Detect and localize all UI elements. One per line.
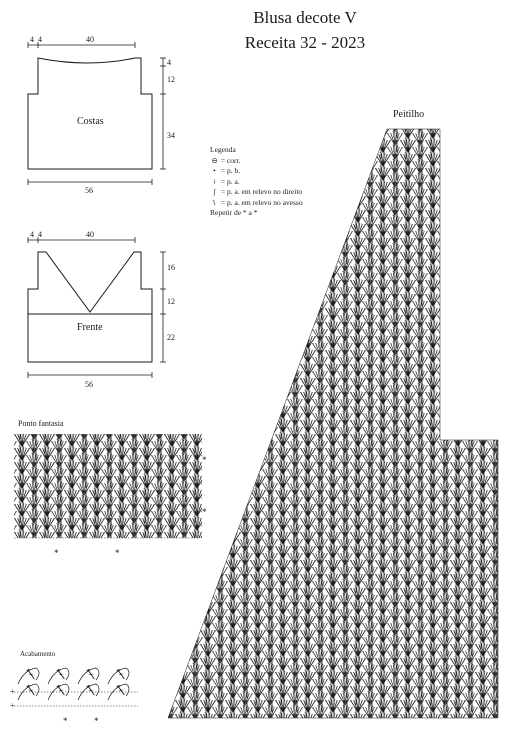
- legend-item-pa: [210, 177, 303, 188]
- legend: [210, 145, 303, 219]
- pattern-title: Blusa decote V: [253, 8, 357, 27]
- peitilho-label: Peitilho: [393, 109, 425, 120]
- svg-text:+: +: [10, 687, 15, 696]
- legend-item-text: = corr.: [220, 155, 241, 165]
- double-crochet-icon: ǂ: [213, 176, 216, 186]
- legend-item-text: = p. a. em relevo no direito: [220, 187, 303, 196]
- frente-label: Frente: [77, 322, 103, 333]
- frente-schematic: [28, 237, 166, 378]
- frente-bottom-dim: 56: [85, 380, 93, 389]
- legend-item-text: = p. a.: [220, 176, 240, 186]
- costas-side-dim-2: 12: [167, 75, 175, 84]
- chain-icon: ⊖: [211, 155, 218, 165]
- back-post-dc-icon: ʅ: [212, 197, 217, 207]
- costas-side-dim-1: 4: [167, 58, 171, 67]
- single-crochet-icon: •: [213, 166, 216, 175]
- costas-top-dim-3: 40: [86, 35, 94, 44]
- acabamento-chart: [10, 668, 138, 726]
- costas-bottom-dim: 56: [85, 186, 93, 195]
- costas-schematic: [28, 42, 166, 185]
- legend-item-corr: [210, 156, 303, 167]
- legend-item-pa-relevo-avesso: [210, 198, 303, 209]
- frente-side-dim-3: 22: [167, 333, 175, 342]
- acabamento-repeat-marker-right: *: [94, 716, 99, 726]
- legend-repeat: Repetir de * a *: [210, 208, 258, 217]
- legend-item-text: = p. b.: [220, 166, 241, 175]
- frente-top-dim-2: 4: [38, 230, 42, 239]
- costas-side-dim-3: 34: [167, 131, 175, 140]
- front-post-dc-icon: ʃ: [213, 187, 216, 196]
- costas-top-dim-2: 4: [38, 35, 42, 44]
- legend-item-pb: [210, 166, 303, 177]
- ponto-fantasia-label: Ponto fantasia: [18, 419, 64, 428]
- frente-side-dim-2: 12: [167, 297, 175, 306]
- svg-text:+: +: [10, 701, 15, 710]
- pattern-subtitle: Receita 32 - 2023: [244, 33, 366, 52]
- acabamento-label: Acabamento: [20, 650, 56, 658]
- legend-item-pa-relevo-direito: [210, 187, 303, 198]
- repeat-marker-mid: *: [202, 507, 207, 517]
- legend-item-text: = p. a. em relevo no avesso: [220, 197, 303, 207]
- frente-top-dim-1: 4: [30, 230, 34, 239]
- frente-side-dim-1: 16: [167, 263, 175, 272]
- frente-top-dim-3: 40: [86, 230, 94, 239]
- repeat-marker-right: *: [115, 548, 120, 558]
- costas-label: Costas: [77, 116, 104, 127]
- acabamento-repeat-marker-left: *: [63, 716, 68, 726]
- ponto-fantasia-chart: [14, 434, 207, 558]
- costas-top-dim-1: 4: [30, 35, 34, 44]
- repeat-marker-left: *: [54, 548, 59, 558]
- legend-title: Legenda: [210, 145, 236, 154]
- repeat-marker-top: *: [202, 455, 207, 465]
